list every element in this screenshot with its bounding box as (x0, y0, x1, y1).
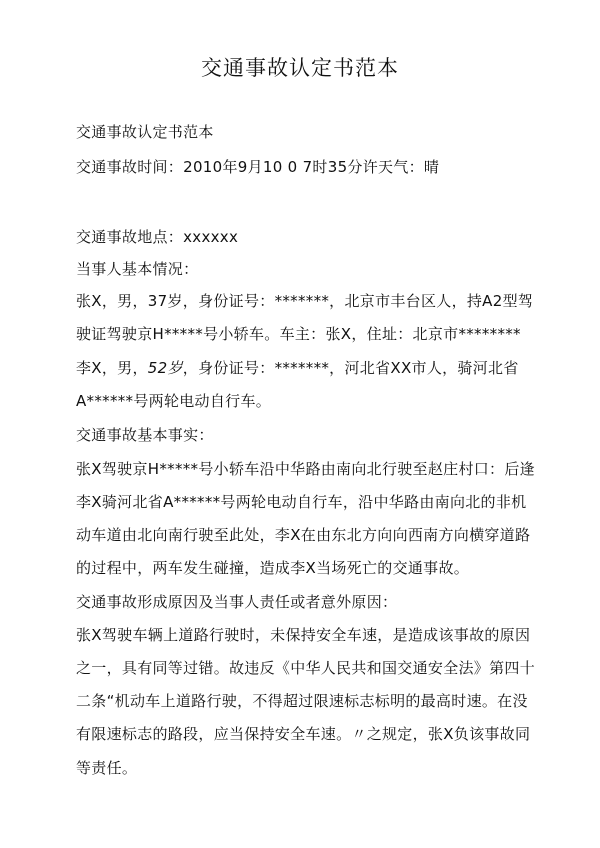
accident-place: 交通事故地点：xxxxxx (76, 228, 239, 246)
parties-heading: 当事人基本情况： (76, 260, 199, 278)
facts-line1: 张X驾驶京H*****号小轿车沿中华路由南向北行驶至赵庄村口：后逢 (76, 460, 535, 478)
accident-time: 交通事故时间：2010年9月10 0 7时35分许天气：晴 (76, 158, 440, 176)
party2-line2: A******号两轮电动自行车。 (76, 392, 272, 410)
facts-line2: 李X骑河北省A******号两轮电动自行车，沿中华路由南向北的非机 (76, 493, 527, 511)
cause-line3: 二条“机动车上道路行驶，不得超过限速标志标明的最高时速。在没 (76, 692, 528, 710)
party2-details: ，身份证号：*******，河北省XX市人，骑河北省 (182, 359, 519, 377)
party2-name: 李X，男， (76, 359, 148, 377)
party2-line1 (76, 357, 519, 378)
cause-line2: 之一，具有同等过错。故违反《中华人民共和国交通安全法》第四十 (76, 659, 536, 677)
cause-line4: 有限速标志的路段，应当保持安全车速。〃之规定，张X负该事故同 (76, 725, 531, 743)
party2-age: 52岁 (147, 359, 183, 377)
party1-line2: 驶证驾驶京H*****号小轿车。车主：张X，住址：北京市******** (76, 325, 521, 343)
cause-line1: 张X驾驶车辆上道路行驶时，未保持安全车速，是造成该事故的原因 (76, 626, 531, 644)
document-title: 交通事故认定书范本 (201, 56, 399, 80)
cause-line5: 等责任。 (76, 759, 138, 777)
facts-line4: 的过程中，两车发生碰撞，造成李X当场死亡的交通事故。 (76, 559, 470, 577)
cause-heading: 交通事故形成原因及当事人责任或者意外原因： (76, 593, 398, 611)
party1-line1: 张X，男，37岁，身份证号：*******，北京市丰台区人，持A2型驾 (76, 292, 534, 310)
facts-line3: 动车道由北向南行驶至此处，李X在由东北方向向西南方向横穿道路 (76, 526, 531, 544)
subtitle: 交通事故认定书范本 (76, 123, 214, 141)
facts-heading: 交通事故基本事实： (76, 426, 214, 444)
